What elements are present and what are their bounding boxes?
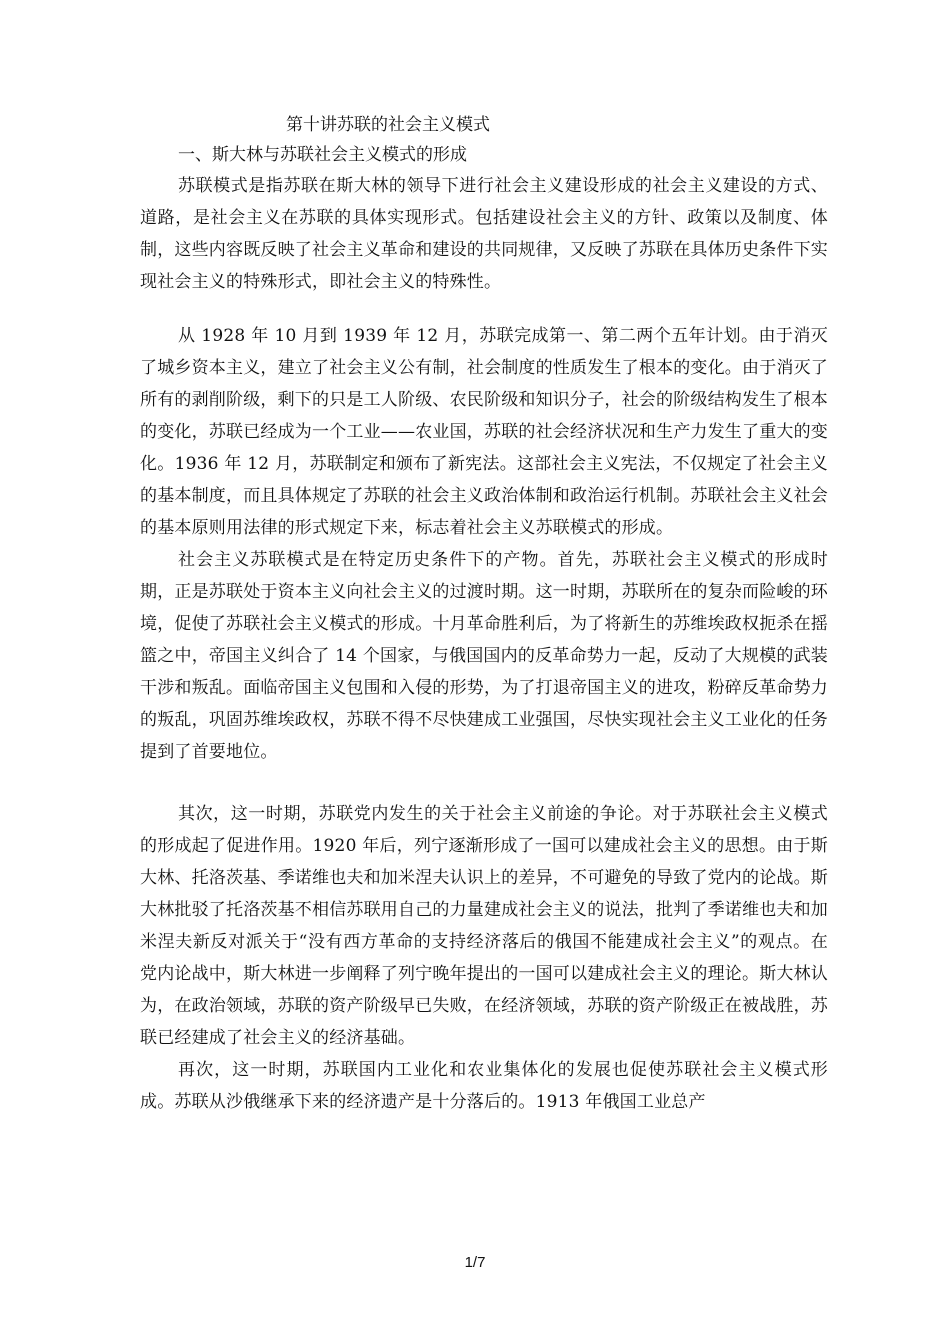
paragraph-5: 再次，这一时期，苏联国内工业化和农业集体化的发展也促使苏联社会主义模式形成。苏联从沙俄继承下来的经济遗产是十分落后的。1913 年俄国工业总产: [140, 1060, 828, 1112]
document-body: [140, 110, 828, 1118]
page-number: 1/7: [464, 1254, 486, 1271]
paragraph-2: 从 1928 年 10 月到 1939 年 12 月，苏联完成第一、第二两个五年计划。由于消灭了城乡资本主义，建立了社会主义公有制，社会制度的性质发生了根本的变化。由于消灭了所有的剥削阶级，剩下的只是工人阶级、农民阶级和知识分子，社会的阶级结构发生了根本的变化，苏联已经成为一个工业——农业国，苏联的社会经济状况和生产力发生了重大的变化。1936 年 12 月，苏联制定和颁布了新宪法。这部社会主义宪法，不仅规定了社会主义的基本制度，而且具体规定了苏联的社会主义政治体制和政治运行机制。苏联社会主义社会的基本原则用法律的形式规定下来，标志着社会主义苏联模式的形成。: [140, 326, 828, 538]
section-heading: 一、斯大林与苏联社会主义模式的形成: [178, 145, 467, 165]
document-title: 第十讲苏联的社会主义模式: [286, 115, 490, 135]
paragraph-1: 苏联模式是指苏联在斯大林的领导下进行社会主义建设形成的社会主义建设的方式、道路，是社会主义在苏联的具体实现形式。包括建设社会主义的方针、政策以及制度、体制，这些内容既反映了社会主义革命和建设的共同规律，又反映了苏联在具体历史条件下实现社会主义的特殊形式，即社会主义的特殊性。: [140, 176, 828, 292]
paragraph-3: 社会主义苏联模式是在特定历史条件下的产物。首先，苏联社会主义模式的形成时期，正是苏联处于资本主义向社会主义的过渡时期。这一时期，苏联所在的复杂而险峻的环境，促使了苏联社会主义模式的形成。十月革命胜利后，为了将新生的苏维埃政权扼杀在摇篮之中，帝国主义纠合了 14 个国家，与俄国国内的反革命势力一起，反动了大规模的武装干涉和叛乱。面临帝国主义包围和入侵的形势，为了打退帝国主义的进攻，粉碎反革命势力的叛乱，巩固苏维埃政权，苏联不得不尽快建成工业强国，尽快实现社会主义工业化的任务提到了首要地位。: [140, 550, 828, 762]
paragraph-4: 其次，这一时期，苏联党内发生的关于社会主义前途的争论。对于苏联社会主义模式的形成起了促进作用。1920 年后，列宁逐渐形成了一国可以建成社会主义的思想。由于斯大林、托洛茨基、季诺维也夫和加米涅夫认识上的差异，不可避免的导致了党内的论战。斯大林批驳了托洛茨基不相信苏联用自己的力量建成社会主义的说法，批判了季诺维也夫和加米涅夫新反对派关于“没有西方革命的支持经济落后的俄国不能建成社会主义”的观点。在党内论战中，斯大林进一步阐释了列宁晚年提出的一国可以建成社会主义的理论。斯大林认为，在政治领域，苏联的资产阶级早已失败，在经济领域，苏联的资产阶级正在被战胜，苏联已经建成了社会主义的经济基础。: [140, 804, 828, 1048]
